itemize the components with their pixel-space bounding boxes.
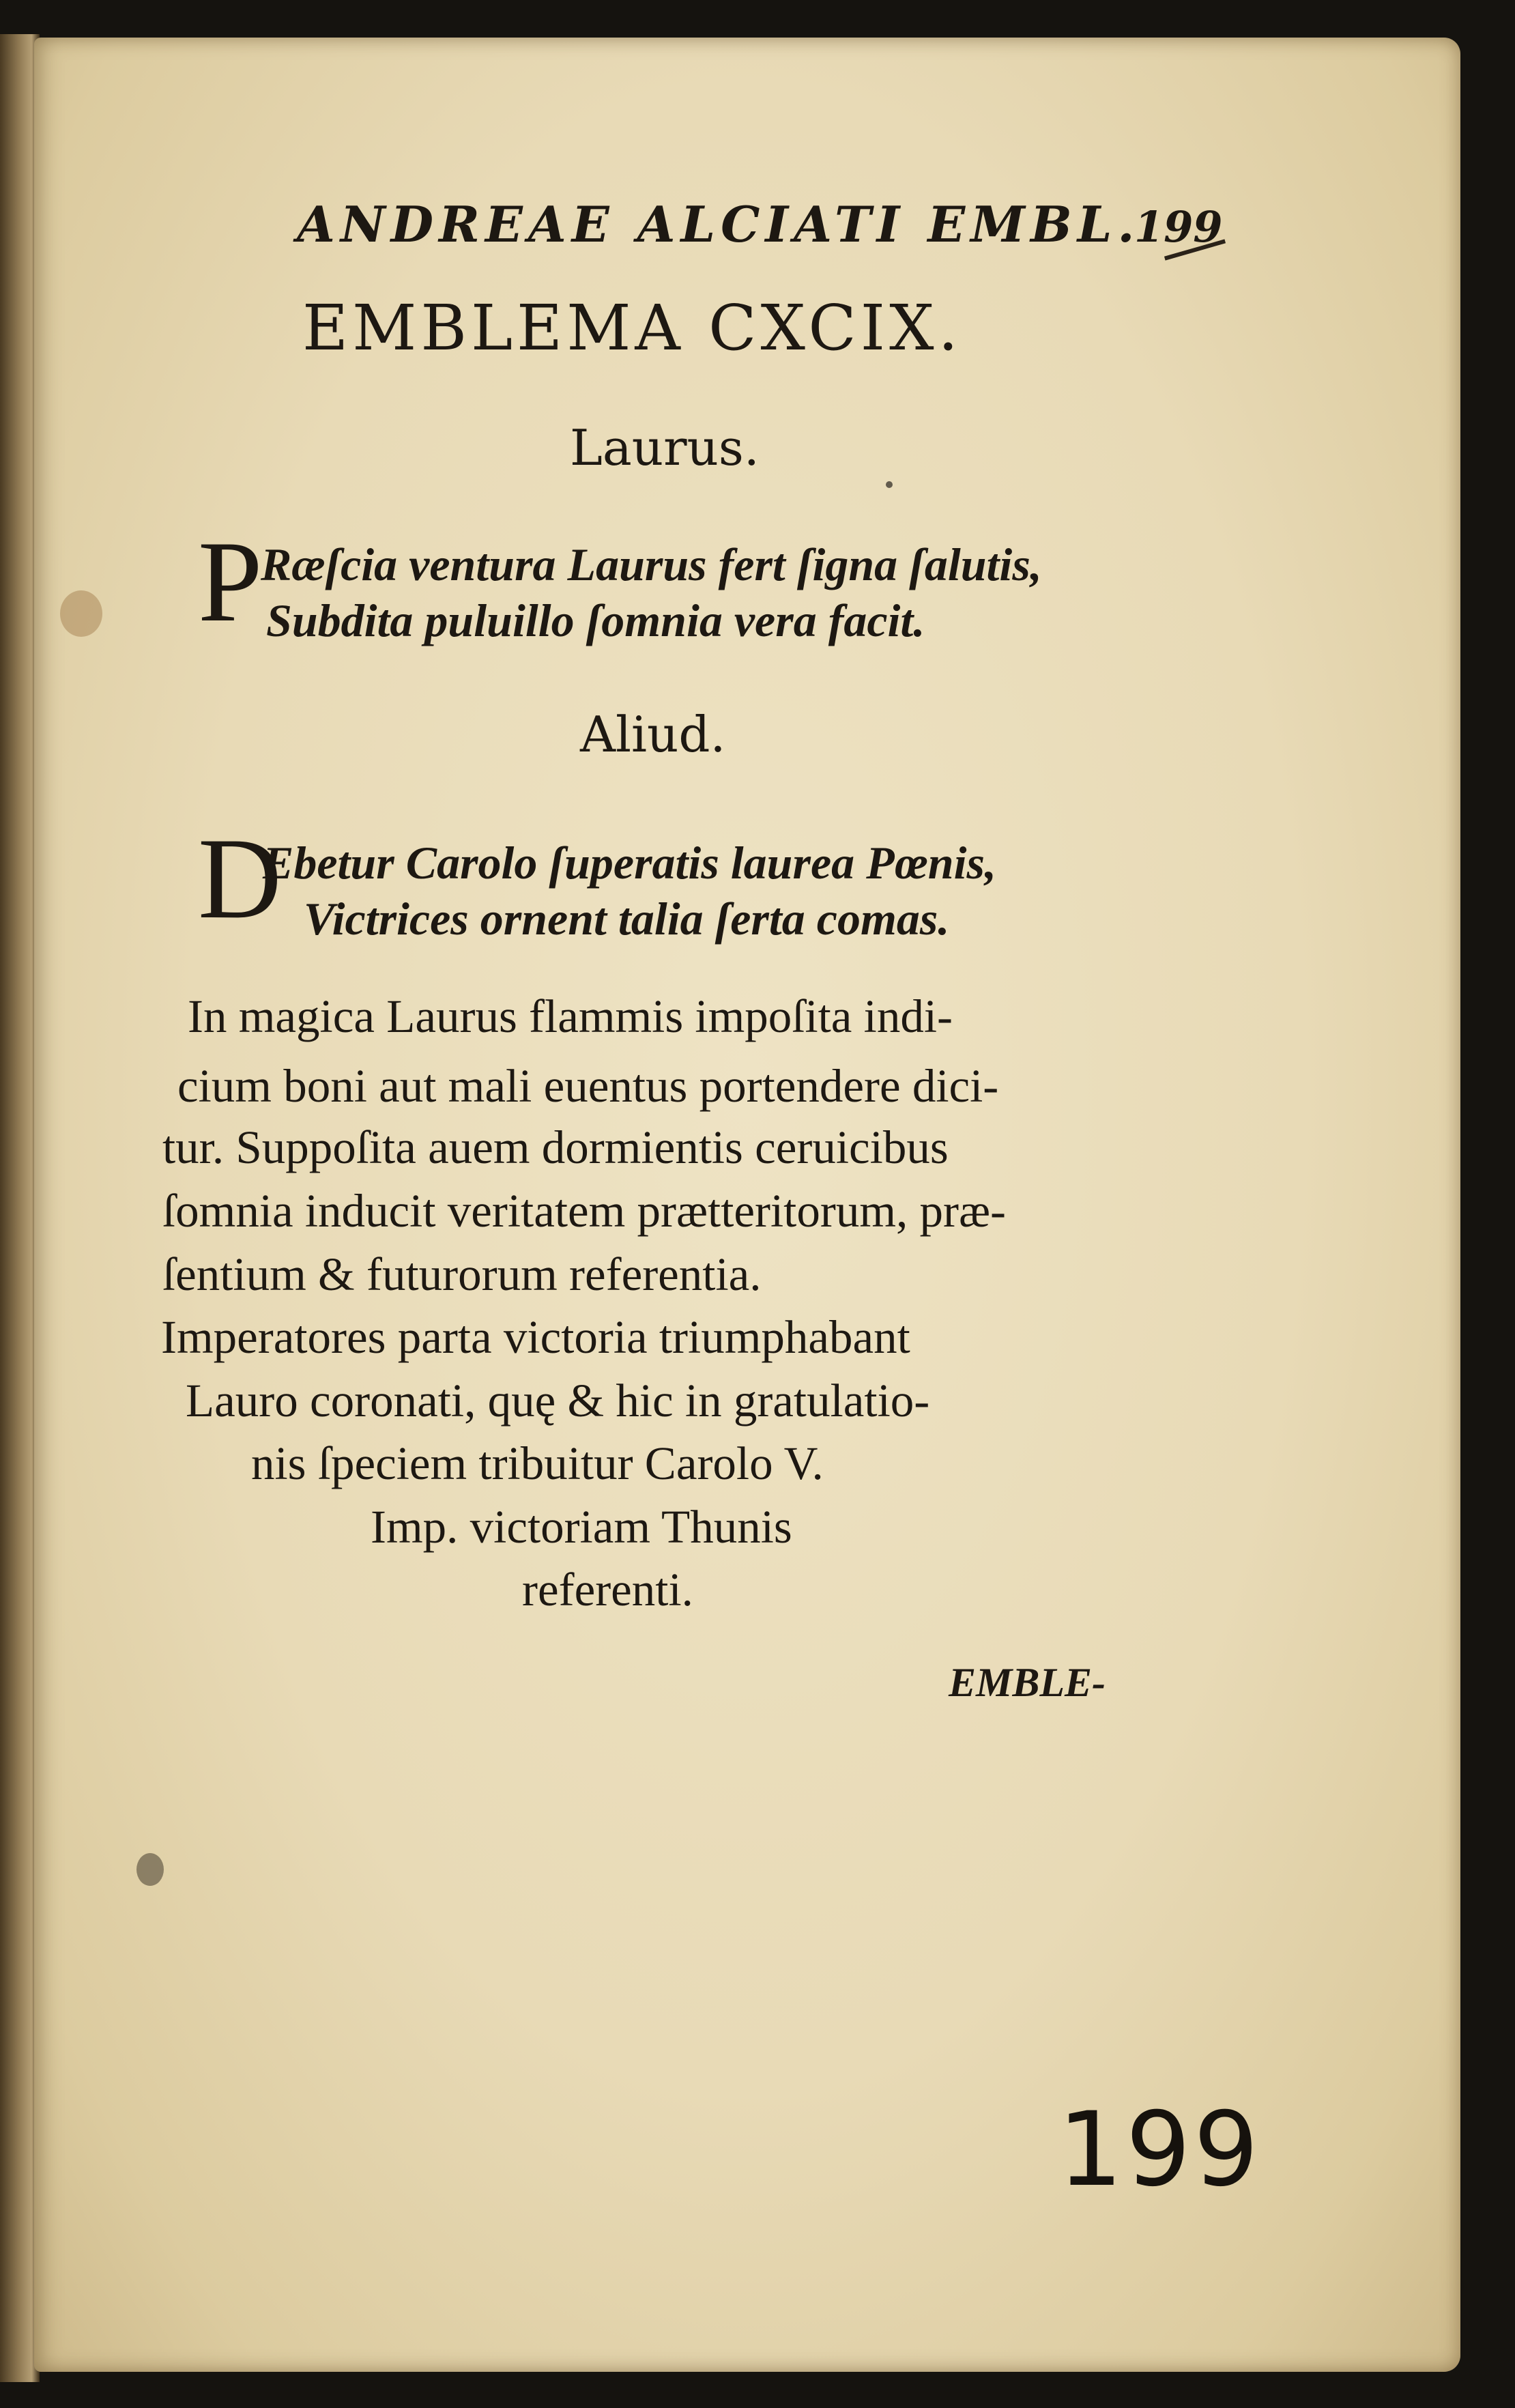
commentary-line: cium boni aut mali euentus portendere dici-	[177, 1060, 999, 1112]
second-epigram-line: Ebetur Carolo ſuperatis laurea Pœnis,	[263, 837, 996, 889]
commentary-line: ſentium & futurorum referentia.	[162, 1248, 762, 1300]
second-epigram-line: Victrices ornent talia ſerta comas.	[304, 893, 950, 945]
epigram-dropcap: P	[198, 517, 263, 646]
commentary-line: nis ſpeciem tribuitur Carolo V.	[251, 1437, 824, 1489]
epigram-line: Ræſcia ventura Laurus fert ſigna ſalutis,	[261, 539, 1042, 590]
commentary-line: referenti.	[522, 1564, 693, 1616]
second-motto: Aliud.	[580, 706, 726, 763]
second-epigram-dropcap: D	[198, 814, 282, 943]
epigram	[34, 515, 1194, 679]
catchword: EMBLE-	[949, 1660, 1106, 1705]
book-page	[34, 38, 1460, 2372]
emblem-motto: Laurus.	[570, 419, 760, 476]
commentary-line: Imperatores parta victoria triumphabant	[161, 1311, 910, 1363]
commentary-line: In magica Laurus flammis impoſita indi-	[188, 990, 953, 1042]
emblem-title: EMBLEMA CXCIX.	[302, 291, 962, 364]
paper-stain	[136, 1853, 164, 1886]
epigram-line: Subdita puluillo ſomnia vera facit.	[266, 594, 925, 646]
running-head: ANDREAE ALCIATI EMBL.	[297, 195, 1140, 253]
page-number: 199	[1134, 202, 1223, 252]
commentary-line: tur. Suppoſita auem dormientis ceruicibus	[162, 1121, 949, 1173]
library-stamp: 199	[1058, 2091, 1262, 2209]
commentary-line: Lauro coronati, quę & hic in gratulatio-	[186, 1375, 930, 1427]
second-epigram	[34, 812, 1194, 976]
paper-stain	[60, 590, 102, 637]
commentary-line: ſomnia inducit veritatem prætteritorum, præ-	[162, 1185, 1006, 1237]
commentary-line: Imp. victoriam Thunis	[371, 1501, 792, 1553]
ink-speck	[886, 481, 893, 488]
